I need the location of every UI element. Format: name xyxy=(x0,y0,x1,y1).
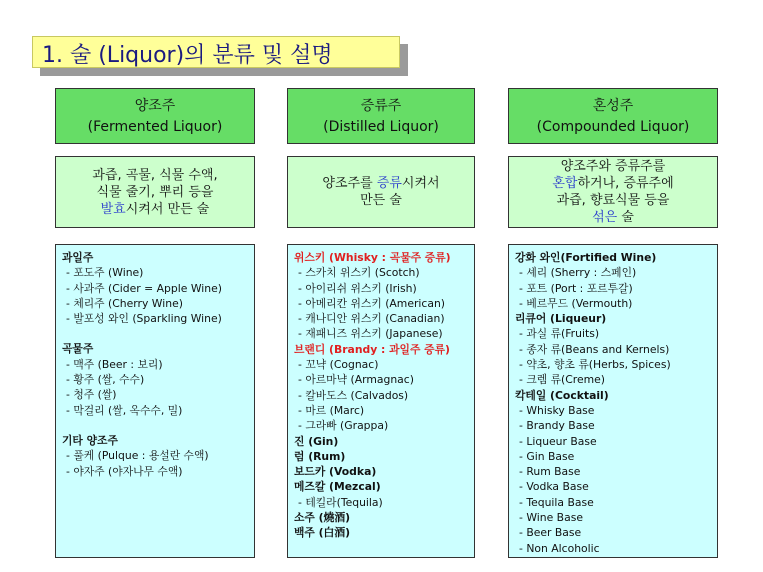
desc-line xyxy=(509,158,717,175)
list-item: - Tequila Base xyxy=(519,495,594,509)
list-item: - Vodka Base xyxy=(519,480,589,494)
list-item: - 막걸리 (쌀, 옥수수, 밀) xyxy=(66,403,183,417)
list-item: - 캐나디안 위스키 (Canadian) xyxy=(298,312,445,326)
page-title: 1. 술 (Liquor)의 분류 및 설명 xyxy=(42,43,333,68)
desc-text: 시켜서 만든 술 xyxy=(125,201,210,217)
list-item: - 스카치 위스키 (Scotch) xyxy=(298,266,420,280)
desc-highlight: 혼합 xyxy=(552,176,578,191)
list-item: - Whisky Base xyxy=(519,403,595,417)
list-item: - Rum Base xyxy=(519,465,581,479)
header-korean: 혼성주 xyxy=(592,98,634,114)
list-item: - Non Alcoholic xyxy=(519,541,600,555)
list-item: - 칼바도스 (Calvados) xyxy=(298,388,409,402)
desc-text: 시켜서 xyxy=(401,176,440,191)
list-category: 소주 (燒酒) xyxy=(294,511,351,525)
list-item: - 맥주 (Beer : 보리) xyxy=(66,357,163,371)
desc-line xyxy=(509,209,717,226)
header-english: (Fermented Liquor) xyxy=(87,119,223,135)
desc-highlight: 섞은 xyxy=(592,210,618,225)
list-category: 리큐어 (Liqueur) xyxy=(515,312,607,326)
header-distilled xyxy=(287,88,475,144)
desc-text: 술 xyxy=(617,210,634,225)
list-item: - 황주 (쌀, 수수) xyxy=(66,373,145,387)
desc-text: 양조주와 증류주를 xyxy=(560,159,666,174)
header-compounded xyxy=(508,88,718,144)
desc-compounded xyxy=(508,156,718,228)
desc-line xyxy=(509,175,717,192)
list-item: - 크렘 류(Creme) xyxy=(519,373,606,387)
list-category: 보드카 (Vodka) xyxy=(294,465,377,479)
list-item: - 셰리 (Sherry : 스페인) xyxy=(519,266,637,280)
list-category: 럼 (Rum) xyxy=(294,449,346,463)
list-category: 곡물주 xyxy=(62,342,94,356)
header-korean: 양조주 xyxy=(134,98,176,114)
desc-text: 만든 술 xyxy=(360,193,402,208)
list-item: - 풀케 (Pulque : 용설란 수액) xyxy=(66,449,209,463)
desc-line xyxy=(56,184,254,201)
list-item: - 포도주 (Wine) xyxy=(66,266,144,280)
list-item: - Gin Base xyxy=(519,449,575,463)
desc-distilled xyxy=(287,156,475,228)
list-item: - 마르 (Marc) xyxy=(298,403,365,417)
desc-fermented xyxy=(55,156,255,228)
list-item: - 체리주 (Cherry Wine) xyxy=(66,296,183,310)
desc-line xyxy=(56,201,254,218)
list-item: - 사과주 (Cider = Apple Wine) xyxy=(66,281,222,295)
list-item: - 포트 (Port : 포르투갈) xyxy=(519,281,633,295)
header-english: (Distilled Liquor) xyxy=(323,119,439,135)
list-item: - 꼬냑 (Cognac) xyxy=(298,358,379,372)
header-fermented xyxy=(55,88,255,144)
list-item: - Beer Base xyxy=(519,526,582,540)
list-compounded xyxy=(508,244,718,558)
list-category: 강화 와인(Fortified Wine) xyxy=(515,251,657,264)
desc-text: 과즙, 향료식물 등을 xyxy=(556,193,670,208)
list-category: 기타 양조주 xyxy=(62,433,118,447)
list-item: - 아이리쉬 위스키 (Irish) xyxy=(298,281,417,295)
list-item: - 테킬라(Tequila) xyxy=(298,495,383,509)
list-category: 메즈칼 (Mezcal) xyxy=(294,480,381,494)
desc-text: 하거나, 증류주에 xyxy=(577,176,674,191)
list-fermented xyxy=(55,244,255,558)
desc-highlight: 증류 xyxy=(376,176,402,191)
desc-text: 식물 줄기, 뿌리 등을 xyxy=(96,184,214,200)
list-item: - 아르마냑 (Armagnac) xyxy=(298,373,414,387)
list-category: 위스키 (Whisky : 곡물주 증류) xyxy=(294,251,451,264)
list-category: 브랜디 (Brandy : 과일주 증류) xyxy=(294,342,450,356)
header-english: (Compounded Liquor) xyxy=(536,119,690,135)
list-spacer xyxy=(62,326,254,341)
list-item: - 아메리칸 위스키 (American) xyxy=(298,296,446,310)
list-category: 칵테일 (Cocktail) xyxy=(515,388,609,402)
list-item: - 야자주 (야자나무 수액) xyxy=(66,464,183,478)
list-item: - 그라빠 (Grappa) xyxy=(298,419,389,433)
list-item: - 과실 류(Fruits) xyxy=(519,327,600,341)
list-category: 과일주 xyxy=(62,251,94,264)
list-item: - 베르무드 (Vermouth) xyxy=(519,296,633,310)
list-item: - 청주 (쌀) xyxy=(66,388,117,402)
list-item: - Liqueur Base xyxy=(519,434,597,448)
list-item: - Wine Base xyxy=(519,511,583,525)
list-spacer xyxy=(62,418,254,433)
list-category: 백주 (白酒) xyxy=(294,526,351,540)
desc-text: 과즙, 곡물, 식물 수액, xyxy=(92,167,218,183)
list-item: - 발포성 와인 (Sparkling Wine) xyxy=(66,312,222,326)
list-item: - 약초, 향초 류(Herbs, Spices) xyxy=(519,358,671,372)
desc-line xyxy=(288,175,474,192)
list-category: 진 (Gin) xyxy=(294,434,339,448)
desc-line xyxy=(509,192,717,209)
desc-text: 양조주를 xyxy=(322,176,377,191)
desc-line xyxy=(56,167,254,184)
desc-highlight: 발효 xyxy=(100,201,126,217)
list-item: - 종자 류(Beans and Kernels) xyxy=(519,342,670,356)
list-item: - Brandy Base xyxy=(519,419,595,433)
desc-line xyxy=(288,192,474,209)
list-item: - 재패니즈 위스키 (Japanese) xyxy=(298,327,443,341)
list-distilled xyxy=(287,244,475,558)
header-korean: 증류주 xyxy=(360,98,402,114)
